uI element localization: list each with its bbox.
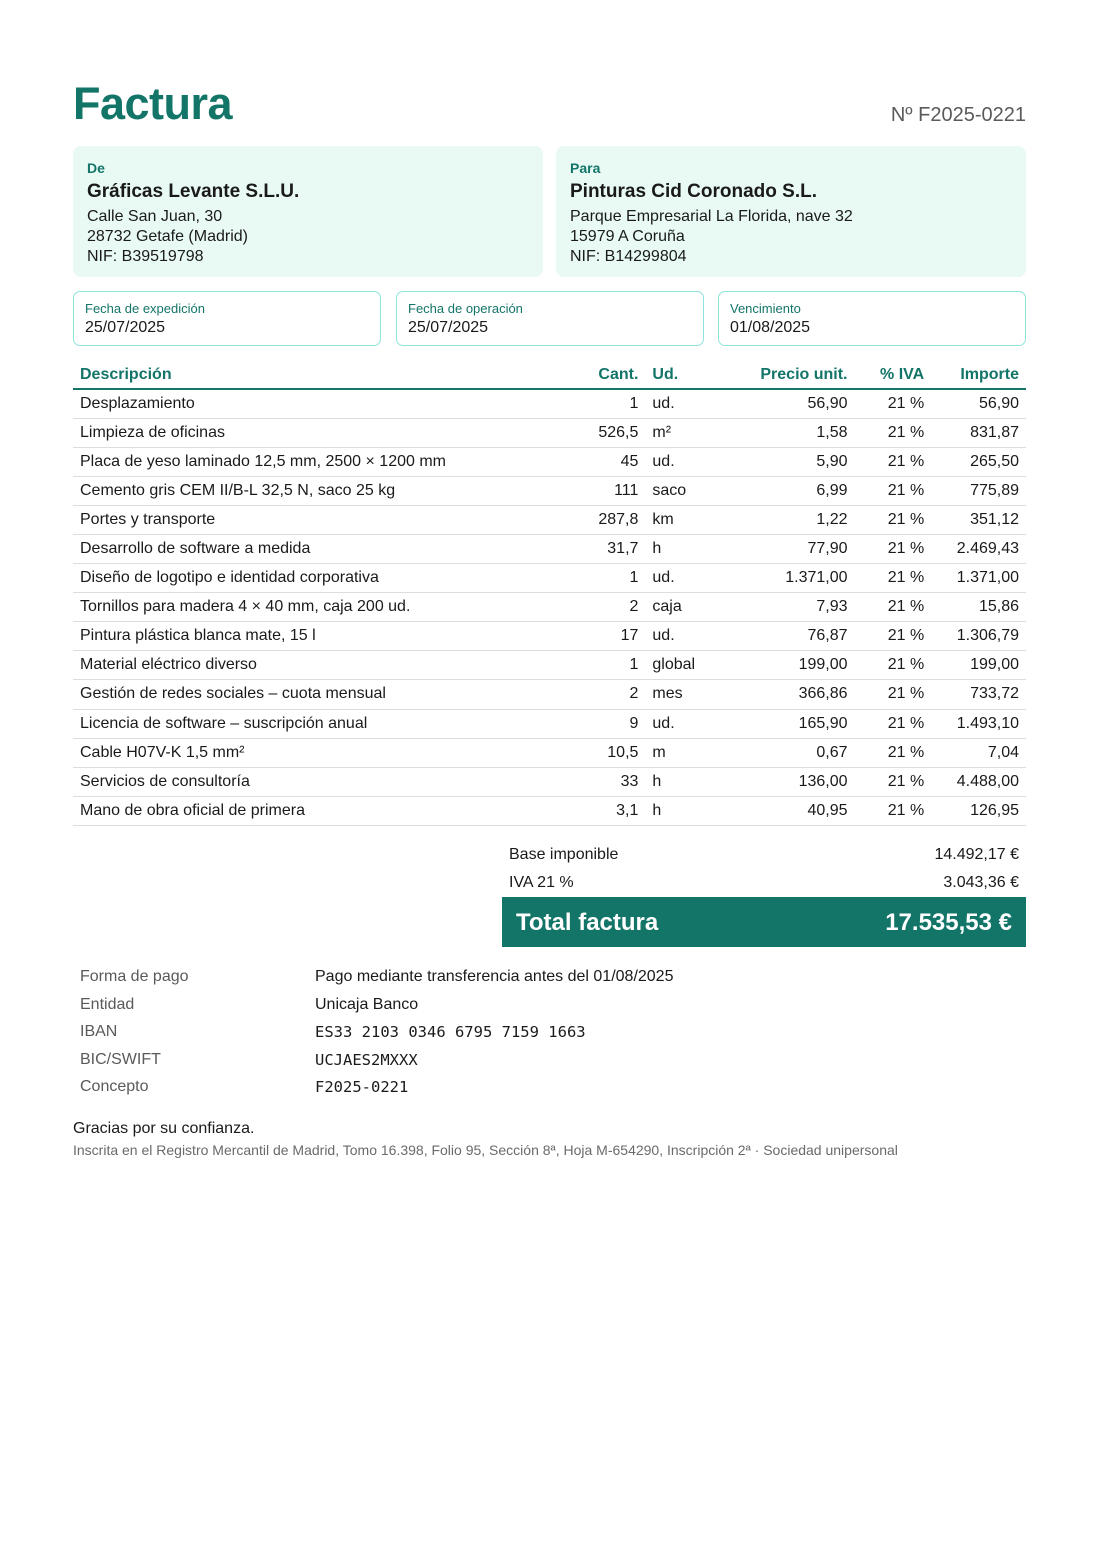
operation-date-box xyxy=(396,291,704,346)
cell-vat: 21 % xyxy=(855,767,932,796)
table-row xyxy=(73,651,1026,680)
cell-vat: 21 % xyxy=(855,418,932,447)
cell-price: 1,58 xyxy=(735,418,854,447)
issuer-address-line-2: 28732 Getafe (Madrid) xyxy=(87,228,248,245)
payment-row xyxy=(80,1074,980,1102)
operation-date-value: 25/07/2025 xyxy=(408,319,489,336)
cell-description: Mano de obra oficial de primera xyxy=(73,796,591,825)
cell-vat: 21 % xyxy=(855,738,932,767)
cell-qty: 3,1 xyxy=(591,796,645,825)
cell-unit: caja xyxy=(645,593,735,622)
cell-amount: 265,50 xyxy=(931,447,1026,476)
cell-description: Placa de yeso laminado 12,5 mm, 2500 × 1200 mm xyxy=(73,447,591,476)
base-row xyxy=(502,841,1026,869)
table-row xyxy=(73,534,1026,563)
cell-description: Desarrollo de software a medida xyxy=(73,534,591,563)
cell-description: Tornillos para madera 4 × 40 mm, caja 200 ud. xyxy=(73,593,591,622)
cell-qty: 287,8 xyxy=(591,505,645,534)
cell-description: Pintura plástica blanca mate, 15 l xyxy=(73,622,591,651)
recipient-label: Para xyxy=(570,160,601,176)
table-row xyxy=(73,622,1026,651)
table-row xyxy=(73,738,1026,767)
cell-unit: ud. xyxy=(645,709,735,738)
payment-key: Forma de pago xyxy=(80,968,189,985)
column-header-price: Precio unit. xyxy=(735,361,854,389)
base-label: Base imponible xyxy=(509,846,619,863)
table-row xyxy=(73,564,1026,593)
cell-amount: 775,89 xyxy=(931,476,1026,505)
cell-price: 136,00 xyxy=(735,767,854,796)
recipient-name: Pinturas Cid Coronado S.L. xyxy=(570,181,818,202)
table-row xyxy=(73,447,1026,476)
cell-qty: 31,7 xyxy=(591,534,645,563)
cell-unit: km xyxy=(645,505,735,534)
base-value: 14.492,17 € xyxy=(934,846,1019,863)
cell-amount: 126,95 xyxy=(931,796,1026,825)
page-title: Factura xyxy=(73,78,233,129)
cell-qty: 1 xyxy=(591,389,645,418)
due-date-box xyxy=(718,291,1026,346)
column-header-amount: Importe xyxy=(931,361,1026,389)
issue-date-value: 25/07/2025 xyxy=(85,319,166,336)
cell-unit: h xyxy=(645,534,735,563)
cell-description: Desplazamiento xyxy=(73,389,591,418)
cell-vat: 21 % xyxy=(855,476,932,505)
cell-qty: 33 xyxy=(591,767,645,796)
cell-amount: 199,00 xyxy=(931,651,1026,680)
payment-details xyxy=(80,964,980,1102)
table-row xyxy=(73,767,1026,796)
line-items-body xyxy=(73,389,1026,825)
grand-total-label: Total factura xyxy=(516,909,659,936)
legal-notice: Inscrita en el Registro Mercantil de Madrid, Tomo 16.398, Folio 95, Sección 8ª, Hoja M-654290, Inscripción 2ª · Sociedad unipersonal xyxy=(73,1142,898,1158)
cell-qty: 2 xyxy=(591,680,645,709)
cell-price: 366,86 xyxy=(735,680,854,709)
cell-vat: 21 % xyxy=(855,593,932,622)
recipient-nif: NIF: B14299804 xyxy=(570,248,687,265)
cell-vat: 21 % xyxy=(855,389,932,418)
table-row xyxy=(73,476,1026,505)
payment-value: F2025-0221 xyxy=(315,1078,409,1097)
cell-amount: 1.371,00 xyxy=(931,564,1026,593)
cell-vat: 21 % xyxy=(855,564,932,593)
issuer-nif: NIF: B39519798 xyxy=(87,248,204,265)
cell-price: 40,95 xyxy=(735,796,854,825)
cell-description: Licencia de software – suscripción anual xyxy=(73,709,591,738)
cell-vat: 21 % xyxy=(855,709,932,738)
cell-unit: global xyxy=(645,651,735,680)
vat-value: 3.043,36 € xyxy=(943,874,1019,891)
cell-amount: 4.488,00 xyxy=(931,767,1026,796)
cell-qty: 10,5 xyxy=(591,738,645,767)
operation-date-label: Fecha de operación xyxy=(408,301,523,316)
cell-price: 199,00 xyxy=(735,651,854,680)
cell-vat: 21 % xyxy=(855,534,932,563)
cell-amount: 1.306,79 xyxy=(931,622,1026,651)
payment-value: ES33 2103 0346 6795 7159 1663 xyxy=(315,1023,586,1042)
cell-vat: 21 % xyxy=(855,651,932,680)
issuer-name: Gráficas Levante S.L.U. xyxy=(87,181,300,202)
cell-price: 77,90 xyxy=(735,534,854,563)
table-header-row xyxy=(73,361,1026,389)
table-row xyxy=(73,389,1026,418)
cell-vat: 21 % xyxy=(855,505,932,534)
cell-price: 6,99 xyxy=(735,476,854,505)
payment-key: IBAN xyxy=(80,1023,118,1041)
issue-date-label: Fecha de expedición xyxy=(85,301,205,316)
vat-row xyxy=(502,869,1026,897)
cell-amount: 7,04 xyxy=(931,738,1026,767)
cell-unit: ud. xyxy=(645,622,735,651)
cell-amount: 733,72 xyxy=(931,680,1026,709)
table-row xyxy=(73,796,1026,825)
payment-row xyxy=(80,1019,980,1047)
payment-key: Entidad xyxy=(80,995,135,1013)
line-items-table xyxy=(73,361,1026,826)
parties-section xyxy=(73,146,1026,277)
cell-unit: m² xyxy=(645,418,735,447)
cell-price: 165,90 xyxy=(735,709,854,738)
thanks-message: Gracias por su confianza. xyxy=(73,1120,255,1137)
cell-qty: 111 xyxy=(591,476,645,505)
column-header-description: Descripción xyxy=(73,361,591,389)
cell-unit: ud. xyxy=(645,389,735,418)
vat-label: IVA 21 % xyxy=(509,874,574,891)
cell-unit: h xyxy=(645,767,735,796)
dates-section xyxy=(73,291,1026,347)
cell-description: Material eléctrico diverso xyxy=(73,651,591,680)
cell-price: 1,22 xyxy=(735,505,854,534)
cell-qty: 1 xyxy=(591,564,645,593)
invoice-number: Nº F2025-0221 xyxy=(890,104,1026,126)
recipient-card xyxy=(556,146,1026,277)
cell-amount: 351,12 xyxy=(931,505,1026,534)
cell-description: Portes y transporte xyxy=(73,505,591,534)
cell-description: Cemento gris CEM II/B-L 32,5 N, saco 25 kg xyxy=(73,476,591,505)
grand-total-bar xyxy=(502,897,1026,947)
payment-value: Pago mediante transferencia antes del 01/08/2025 xyxy=(315,968,674,985)
cell-vat: 21 % xyxy=(855,622,932,651)
payment-row xyxy=(80,992,980,1020)
payment-value: Unicaja Banco xyxy=(315,995,419,1013)
cell-description: Diseño de logotipo e identidad corporativa xyxy=(73,564,591,593)
payment-row xyxy=(80,1047,980,1075)
totals-section xyxy=(502,841,1026,947)
issuer-label: De xyxy=(87,160,105,176)
cell-description: Servicios de consultoría xyxy=(73,767,591,796)
table-row xyxy=(73,505,1026,534)
issue-date-box xyxy=(73,291,381,346)
cell-price: 56,90 xyxy=(735,389,854,418)
payment-key: Concepto xyxy=(80,1078,149,1096)
cell-vat: 21 % xyxy=(855,796,932,825)
cell-price: 0,67 xyxy=(735,738,854,767)
cell-qty: 17 xyxy=(591,622,645,651)
table-row xyxy=(73,680,1026,709)
recipient-address-line-2: 15979 A Coruña xyxy=(570,228,685,245)
cell-amount: 831,87 xyxy=(931,418,1026,447)
invoice-header xyxy=(73,78,1026,138)
cell-description: Limpieza de oficinas xyxy=(73,418,591,447)
payment-key: BIC/SWIFT xyxy=(80,1050,161,1068)
cell-amount: 56,90 xyxy=(931,389,1026,418)
table-row xyxy=(73,418,1026,447)
cell-unit: m xyxy=(645,738,735,767)
table-row xyxy=(73,709,1026,738)
cell-qty: 2 xyxy=(591,593,645,622)
issuer-card xyxy=(73,146,543,277)
cell-unit: h xyxy=(645,796,735,825)
column-header-vat: % IVA xyxy=(855,361,932,389)
cell-price: 7,93 xyxy=(735,593,854,622)
cell-qty: 1 xyxy=(591,651,645,680)
cell-description: Cable H07V-K 1,5 mm² xyxy=(73,738,591,767)
issuer-address-line-1: Calle San Juan, 30 xyxy=(87,208,223,225)
cell-unit: ud. xyxy=(645,447,735,476)
cell-qty: 45 xyxy=(591,447,645,476)
cell-description: Gestión de redes sociales – cuota mensual xyxy=(73,680,591,709)
due-date-label: Vencimiento xyxy=(730,301,801,316)
column-header-unit: Ud. xyxy=(645,361,735,389)
payment-row xyxy=(80,964,980,992)
cell-qty: 9 xyxy=(591,709,645,738)
cell-amount: 15,86 xyxy=(931,593,1026,622)
cell-unit: saco xyxy=(645,476,735,505)
cell-vat: 21 % xyxy=(855,680,932,709)
column-header-qty: Cant. xyxy=(591,361,645,389)
cell-unit: ud. xyxy=(645,564,735,593)
payment-value: UCJAES2MXXX xyxy=(315,1050,418,1069)
cell-amount: 1.493,10 xyxy=(931,709,1026,738)
table-row xyxy=(73,593,1026,622)
cell-price: 1.371,00 xyxy=(735,564,854,593)
due-date-value: 01/08/2025 xyxy=(730,319,811,336)
cell-price: 5,90 xyxy=(735,447,854,476)
recipient-address-line-1: Parque Empresarial La Florida, nave 32 xyxy=(570,208,853,225)
cell-unit: mes xyxy=(645,680,735,709)
cell-amount: 2.469,43 xyxy=(931,534,1026,563)
cell-price: 76,87 xyxy=(735,622,854,651)
grand-total-value: 17.535,53 € xyxy=(885,909,1012,936)
cell-vat: 21 % xyxy=(855,447,932,476)
cell-qty: 526,5 xyxy=(591,418,645,447)
